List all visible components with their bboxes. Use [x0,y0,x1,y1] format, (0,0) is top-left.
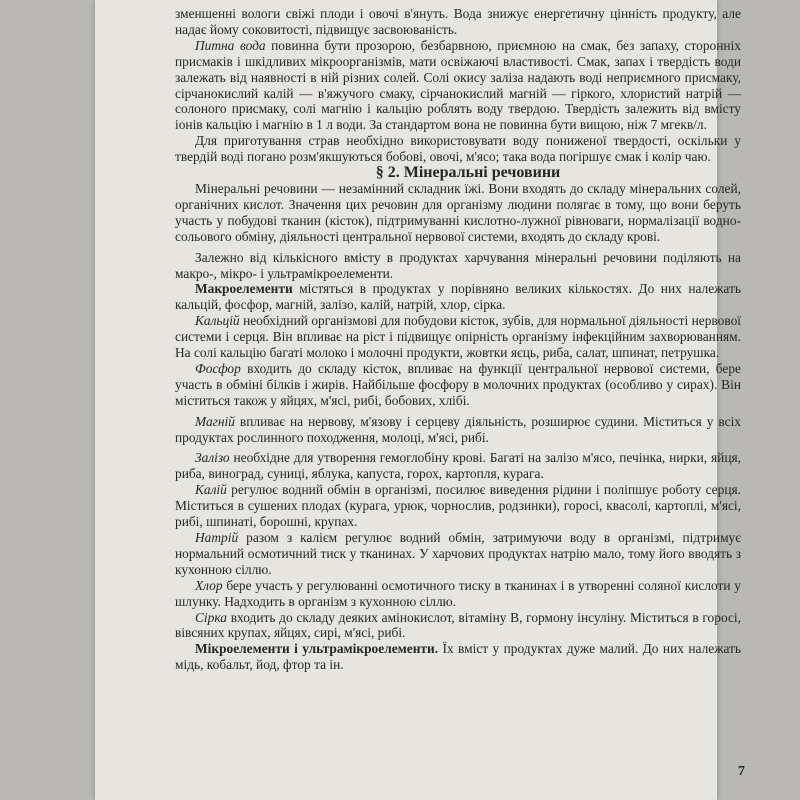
book-page [95,0,745,800]
paragraph: Мінеральні речовини — незамінний складник їжі. Вони входять до складу мінеральних солей, органічних кислот. Значення цих речовин для організму людини полягає в тому, що вони беруть участь у побудові тканин (кісток), підтримуванні кислотно-лужної рівноваги, нормалізації водно-сольового обміну, діяльності центральної нервової системи, входять до складу крові. [175,180,741,244]
paragraph: Натрій разом з калієм регулює водний обмін, затримуючи воду в організмі, підтримує нормальний осмотичний тиск у тканинах. У харчових продуктах натрію мало, тому його вводять з кухонною сіллю. [175,530,741,577]
paragraph: Залізо необхідне для утворення гемоглобіну крові. Багаті на залізо м'ясо, печінка, нирки, яйця, риба, виноград, суниці, яблука, капуста, горох, картопля, курага. [175,450,741,482]
term: Магній [195,413,235,429]
paragraph: Хлор бере участь у регулюванні осмотичного тиску в тканинах і в утворенні соляної кислоти у шлунку. Надходить в організм з кухонною сіллю. [175,577,741,609]
term: Мікроелементи і ультрамікроелементи. [195,641,439,657]
term: Макроелементи [195,281,293,297]
section-heading: § 2. Мінеральні речовини [375,164,561,182]
paragraph: Магній впливає на нервову, м'язову і серцеву діяльність, розширює судини. Міститься у всіх продуктах рослинного походження, молоці, м'ясі, рибі. [175,413,741,445]
page-body [175,6,741,673]
term: Натрій [195,530,239,545]
paragraph: Питна вода повинна бути прозорою, безбарвною, приємною на смак, без запаху, сторонніх присмаків і шкідливих мікроорганізмів, мати освіжаючі властивості. Смак, запах і твердість води залежать від наявності в ній різних солей. Солі окису заліза надають воді неприємного присмаку, сірчанокислий калій — в'яжучого смаку, сірчанокислий магній — гіркого, хлористий натрій — солоного присмаку, солі магнію і кальцію роблять воду твердою. Твердість залежить від вмісту іонів кальцію і магнію в 1 л води. За стандартом вона не повинна бути вищою, ніж 7 мгекв/л. [175,37,741,133]
paragraph: Фосфор входить до складу кісток, впливає на функції центральної нервової системи, бере участь в обміні білків і жирів. Найбільше фосфору в молочних продуктах (особливо у сирах). Він міститься також у яйцях, м'ясі, рибі, бобових, хлібі. [175,360,741,408]
paragraph: Кальцій необхідний організмові для побудови кісток, зубів, для нормальної діяльності нервової системи і серця. Він впливає на ріст і підвищує опірність організму інфекційним захворюванням. На солі кальцію багаті молоко і молочні продукти, жовтки яєць, риба, салат, шпинат, петрушка. [175,313,741,361]
paragraph: Сірка входить до складу деяких амінокислот, вітаміну В, гормону інсуліну. Міститься в горосі, вівсяних крупах, яйцях, сирі, м'ясі, рибі. [175,609,741,641]
term: Фосфор [195,360,241,376]
term: Сірка [195,609,227,625]
term: Калій [195,482,227,498]
term: Питна вода [195,37,266,53]
paragraph: Макроелементи містяться в продуктах у порівняно великих кількостях. До них належать кальцій, фосфор, магній, залізо, калій, натрій, хлор, сірка. [175,281,741,313]
paragraph: зменшенні вологи свіжі плоди і овочі в'януть. Вода знижує енергетичну цінність продукту, але надає йому соковитості, підвищує засвоюваність. [175,6,741,37]
page-number: 7 [738,764,745,779]
term: Залізо [195,450,230,466]
paragraph: Залежно від кількісного вмісту в продуктах харчування мінеральні речовини поділяють на макро-, мікро- і ультрамікроелементи. [175,249,741,281]
paragraph: Калій регулює водний обмін в організмі, посилює виведення рідини і поліпшує роботу серця. Міститься в сушених плодах (курага, урюк, чорнослив, родзинки), горосі, квасолі, картоплі, м'ясі, рибі, шпинаті, борошні, крупах. [175,482,741,530]
term: Кальцій [195,313,240,329]
paragraph: Для приготування страв необхідно використовувати воду пониженої твердості, оскільки у твердій воді погано розм'якшуються бобові, овочі, м'ясо; така вода погіршує смак і колір чаю. [175,133,741,165]
term: Хлор [195,577,223,593]
paragraph: Мікроелементи і ультрамікроелементи. Їх вміст у продуктах дуже малий. До них належать мідь, кобальт, йод, фтор та ін. [175,641,741,673]
